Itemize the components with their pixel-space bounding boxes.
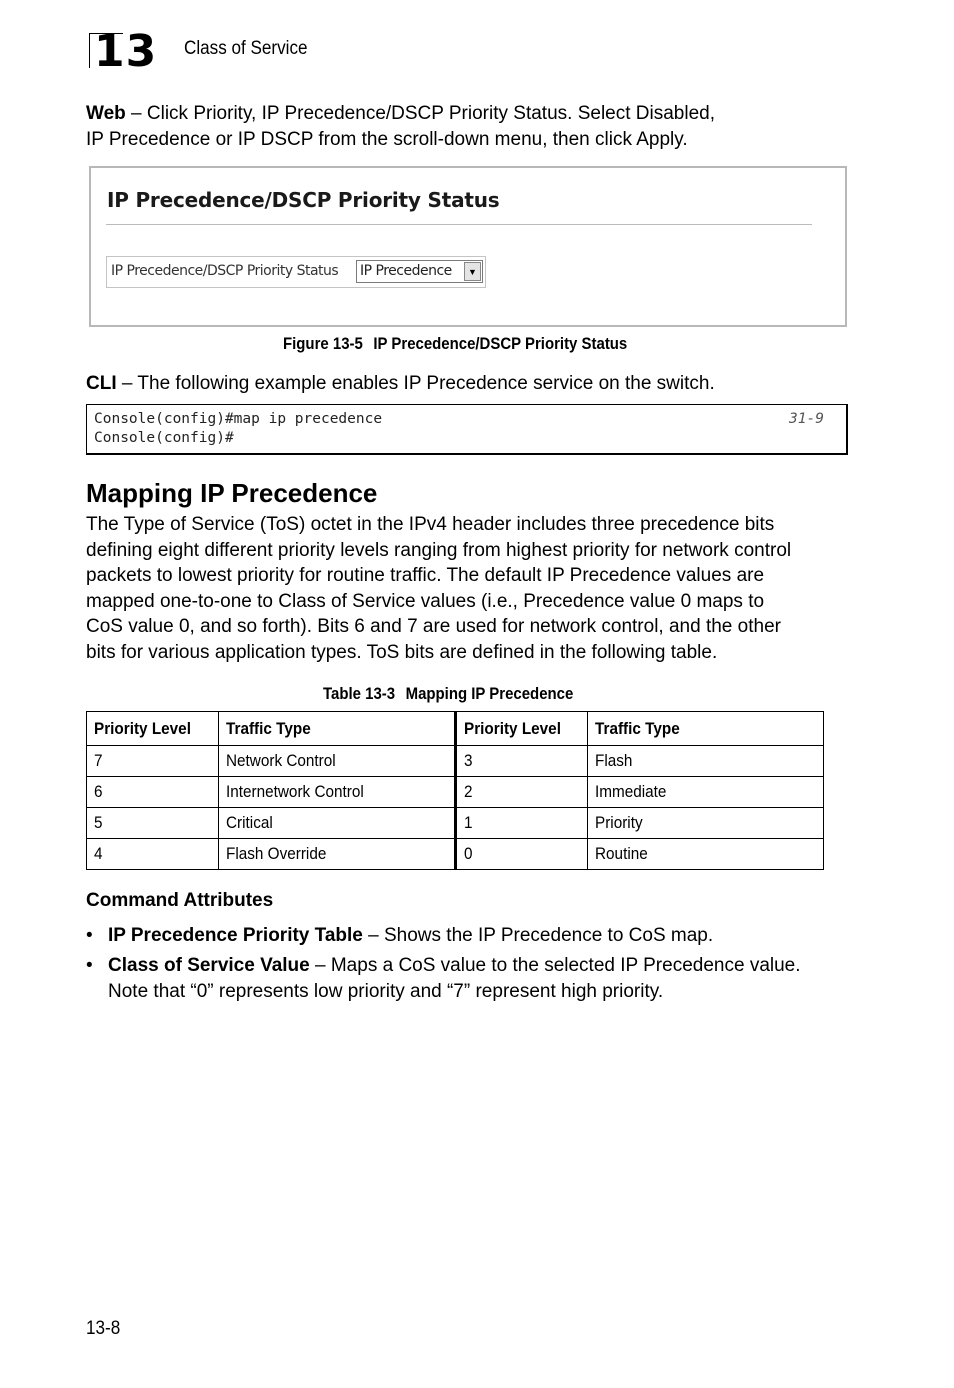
- attribute-term: IP Precedence Priority Table: [108, 925, 363, 946]
- attributes-title: Command Attributes: [86, 890, 274, 911]
- section-line: mapped one-to-one to Class of Service values (i.e., Precedence value 0 maps to: [86, 590, 765, 612]
- table-cell: 2: [456, 777, 588, 808]
- table-row: [87, 808, 824, 839]
- table-cell: Flash: [588, 746, 824, 777]
- table-row: [87, 746, 824, 777]
- web-text-line2: IP Precedence or IP DSCP from the scroll-down menu, then click Apply.: [86, 128, 688, 150]
- attribute-desc: – Shows the IP Precedence to CoS map.: [362, 925, 714, 946]
- table-cell: Internetwork Control: [219, 777, 456, 808]
- attribute-item: [86, 923, 908, 949]
- figure-screenshot: [89, 166, 847, 327]
- table-header: Traffic Type: [588, 712, 824, 746]
- section-heading: Mapping IP Precedence: [86, 478, 378, 508]
- figure-caption-number: Figure 13-5: [283, 334, 363, 353]
- table-header: Priority Level: [456, 712, 588, 746]
- web-text-line1: – Click Priority, IP Precedence/DSCP Priority Status. Select Disabled,: [125, 103, 715, 124]
- table-cell: 5: [87, 808, 219, 839]
- attribute-term: Class of Service Value: [108, 955, 310, 976]
- table-caption: [323, 684, 573, 704]
- priority-status-select-value: IP Precedence: [360, 263, 452, 279]
- table-cell: Routine: [588, 839, 824, 870]
- table-cell: 6: [87, 777, 219, 808]
- code-block: [86, 404, 848, 455]
- mapping-table: [86, 711, 824, 870]
- chapter-title: Class of Service: [184, 38, 308, 59]
- bullet-icon: •: [86, 925, 93, 946]
- section-heading-wrap: [86, 478, 377, 509]
- table-cell: Priority: [588, 808, 824, 839]
- priority-status-select[interactable]: [356, 260, 483, 283]
- table-row: [87, 777, 824, 808]
- web-instructions: [86, 101, 906, 152]
- section-line: CoS value 0, and so forth). Bits 6 and 7 are used for network control, and the other: [86, 616, 781, 637]
- section-line: packets to lowest priority for routine traffic. The default IP Precedence values are: [86, 565, 765, 586]
- table-header: Traffic Type: [219, 712, 456, 746]
- attribute-item: [86, 953, 908, 1004]
- table-cell: 7: [87, 746, 219, 777]
- section-line: The Type of Service (ToS) octet in the IPv4 header includes three precedence bits: [86, 514, 775, 535]
- table-cell: 4: [87, 839, 219, 870]
- page-number: 13-8: [86, 1318, 121, 1339]
- table-row: [87, 839, 824, 870]
- figure-caption-title: IP Precedence/DSCP Priority Status: [373, 334, 628, 353]
- table-cell: 3: [456, 746, 588, 777]
- code-line-2: Console(config)#: [94, 430, 234, 446]
- bullet-icon: •: [86, 955, 93, 976]
- table-cell: Flash Override: [219, 839, 456, 870]
- attribute-desc: – Maps a CoS value to the selected IP Precedence value.: [309, 955, 801, 976]
- table-cell: Immediate: [588, 777, 824, 808]
- chapter-number: 13: [94, 26, 158, 77]
- cli-intro: [86, 371, 715, 397]
- priority-status-label: IP Precedence/DSCP Priority Status: [111, 263, 339, 279]
- cli-text: – The following example enables IP Precedence service on the switch.: [116, 373, 715, 394]
- table-caption-title: Mapping IP Precedence: [405, 684, 574, 703]
- table-cell: 1: [456, 808, 588, 839]
- table-header-row: [87, 712, 824, 746]
- table-header: Priority Level: [87, 712, 219, 746]
- section-line: bits for various application types. ToS bits are defined in the following table.: [86, 641, 718, 663]
- table-caption-number: Table 13-3: [323, 684, 396, 703]
- section-line: defining eight different priority levels ranging from highest priority for network control: [86, 539, 792, 561]
- dropdown-arrow-icon[interactable]: ▼: [464, 262, 481, 281]
- code-line-1: Console(config)#map ip precedence: [94, 411, 383, 427]
- web-lead: Web: [86, 103, 126, 124]
- section-body: [86, 512, 926, 665]
- priority-status-row: [106, 256, 486, 288]
- table-cell: Network Control: [219, 746, 456, 777]
- panel-divider: [106, 224, 812, 225]
- cli-lead: CLI: [86, 373, 117, 394]
- code-reference: 31-9: [789, 411, 824, 427]
- panel-title: IP Precedence/DSCP Priority Status: [107, 188, 500, 212]
- table-cell: Critical: [219, 808, 456, 839]
- figure-caption: [283, 334, 627, 354]
- table-cell: 0: [456, 839, 588, 870]
- attribute-desc-line2: Note that “0” represents low priority and “7” represent high priority.: [108, 980, 664, 1002]
